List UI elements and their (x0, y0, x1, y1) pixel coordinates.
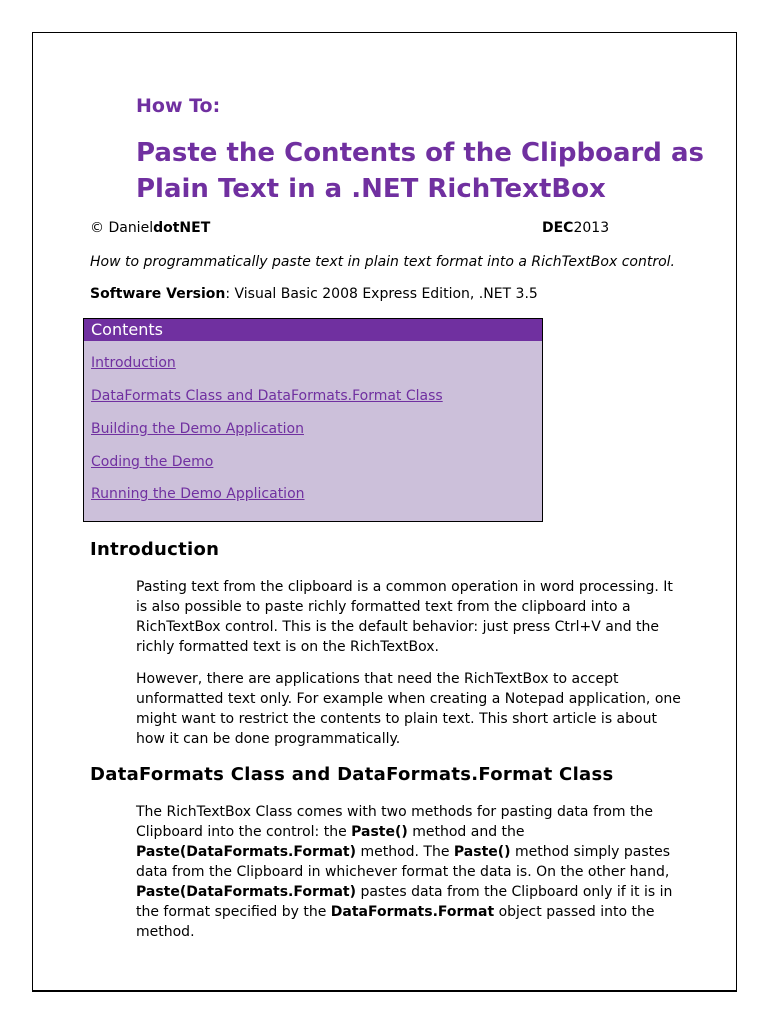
code-term: Paste(DataFormats.Format) (136, 844, 357, 860)
author-line (90, 220, 210, 236)
code-term: Paste() (453, 844, 511, 860)
copyright-symbol: © (90, 220, 104, 236)
dataformats-heading: DataFormats Class and DataFormats.Format Class (90, 764, 614, 785)
toc-link-dataformats[interactable]: DataFormats Class and DataFormats.Format Class (91, 388, 443, 404)
dataformats-paragraph (136, 802, 681, 942)
code-term: DataFormats.Format (330, 904, 495, 920)
toc-item (91, 388, 443, 404)
code-term: Paste() (351, 824, 408, 840)
software-version-value: : Visual Basic 2008 Express Edition, .NET 3.5 (225, 286, 538, 302)
introduction-paragraph-2: However, there are applications that need the RichTextBox to accept unformatted text only. For example when creating a Notepad application, one might want to restrict the contents to plain text. This short article is about how it can be done programmatically. (136, 671, 681, 747)
date-month: DEC (542, 220, 574, 236)
paragraph-text: The RichTextBox Class comes with two methods for pasting data from the Clipboard into the control: the (136, 804, 653, 840)
document-title: Paste the Contents of the Clipboard as Plain Text in a .NET RichTextBox (136, 138, 704, 204)
code-term: Paste(DataFormats.Format) (136, 884, 357, 900)
software-version (90, 286, 538, 302)
publication-date (542, 220, 609, 236)
toc-link-introduction[interactable]: Introduction (91, 355, 176, 371)
summary-text: How to programmatically paste text in plain text format into a RichTextBox control. (90, 254, 675, 270)
how-to-kicker: How To: (136, 95, 221, 117)
paragraph-text: method simply pastes data from the Clipboard in whichever format the data is. On the other hand, (136, 844, 671, 880)
toc-item (91, 355, 176, 371)
paragraph-text: object passed into the method. (136, 904, 655, 940)
table-of-contents (83, 318, 543, 522)
toc-link-running-demo[interactable]: Running the Demo Application (91, 486, 305, 502)
toc-item (91, 486, 305, 502)
paragraph-text: method and the (407, 824, 525, 840)
author-name-prefix: Daniel (108, 220, 154, 236)
toc-link-building-demo[interactable]: Building the Demo Application (91, 421, 304, 437)
author-name-bold: dotNET (153, 220, 211, 236)
paragraph-text: pastes data from the Clipboard only if it is in the format specified by the (136, 884, 673, 920)
paragraph-text: method. The (356, 844, 454, 860)
introduction-heading: Introduction (90, 539, 220, 560)
toc-link-coding-demo[interactable]: Coding the Demo (91, 454, 214, 470)
introduction-paragraph-1: Pasting text from the clipboard is a common operation in word processing. It is also possible to paste richly formatted text from the clipboard into a RichTextBox control. This is the default behavior: just press Ctrl+V and the richly formatted text is on the RichTextBox. (136, 579, 673, 655)
software-version-label: Software Version (90, 286, 226, 302)
toc-item (91, 454, 213, 470)
date-year: 2013 (573, 220, 610, 236)
toc-item (91, 421, 304, 437)
toc-heading: Contents (84, 319, 542, 341)
